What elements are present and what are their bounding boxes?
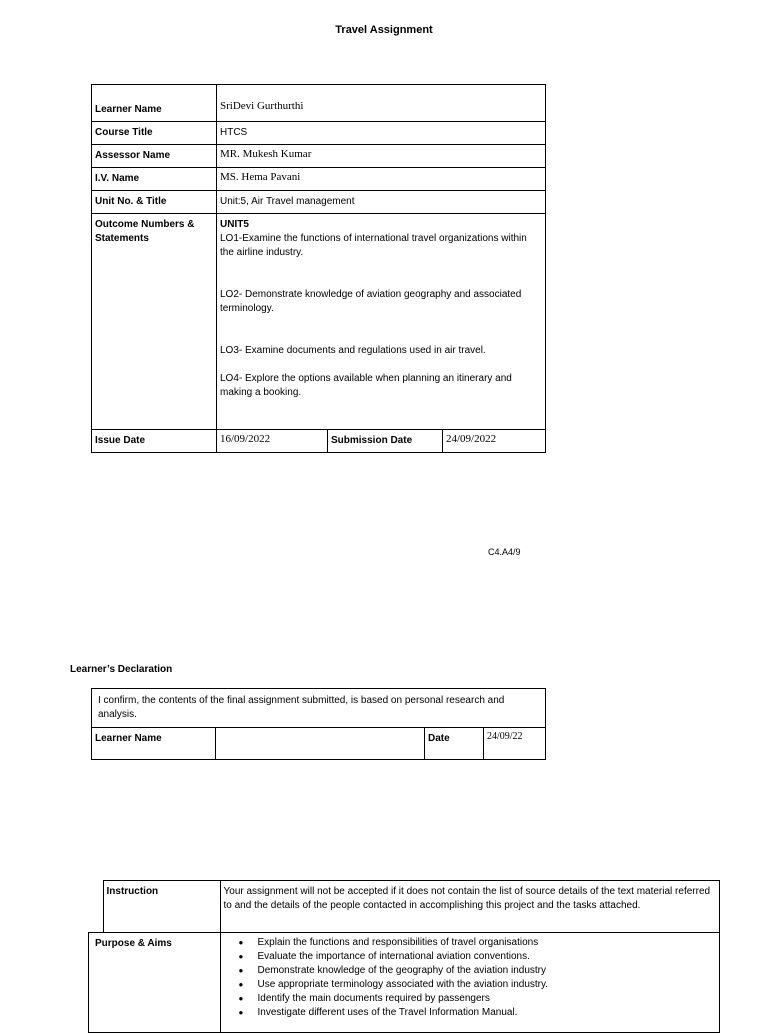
aim-item: ● Demonstrate knowledge of the geography of the aviation industry	[258, 964, 717, 978]
aim-item: ● Evaluate the importance of international aviation conventions.	[258, 950, 717, 964]
declaration-heading: Learner’s Declaration	[70, 664, 173, 675]
submission-date-label: Submission Date	[328, 430, 443, 453]
course-title-label: Course Title	[92, 122, 217, 145]
assignment-info-table	[91, 84, 546, 453]
purpose-aims	[220, 933, 720, 1033]
outcome-lo3: LO3- Examine documents and regulations used in air travel.	[220, 345, 486, 356]
iv-name-label: I.V. Name	[92, 168, 217, 191]
issue-date-value: 16/09/2022	[217, 430, 328, 453]
declaration-date-label: Date	[425, 728, 484, 760]
declaration-learner-value	[216, 728, 425, 760]
outcome-lo1: LO1-Examine the functions of international travel organizations within the airline industry.	[220, 233, 527, 258]
outcome-statements	[217, 214, 546, 430]
submission-date-value: 24/09/2022	[443, 430, 546, 453]
outcome-unit: UNIT5	[220, 219, 249, 230]
iv-name-value: MS. Hema Pavani	[217, 168, 546, 191]
declaration-table	[91, 688, 546, 760]
purpose-label: Purpose & Aims	[89, 933, 221, 1033]
unit-value: Unit:5, Air Travel management	[217, 191, 546, 214]
assessor-name-label: Assessor Name	[92, 145, 217, 168]
learner-name-value: SriDevi Gurthurthi	[217, 85, 546, 122]
instruction-text: Your assignment will not be accepted if it does not contain the list of source details of the text material referred to and the details of the people contacted in accomplishing this project and the tasks attached.	[220, 881, 720, 933]
course-title-value: HTCS	[217, 122, 546, 145]
outcome-lo2: LO2- Demonstrate knowledge of aviation geography and associated terminology.	[220, 289, 522, 314]
aim-item: ● Use appropriate terminology associated with the aviation industry.	[258, 978, 717, 992]
document-title: Travel Assignment	[335, 24, 433, 36]
outcome-label: Outcome Numbers & Statements	[92, 214, 217, 430]
declaration-statement: I confirm, the contents of the final assignment submitted, is based on personal research and analysis.	[92, 689, 546, 728]
aims-list	[224, 936, 717, 1020]
unit-label: Unit No. & Title	[92, 191, 217, 214]
outcome-lo4: LO4- Explore the options available when planning an itinerary and making a booking.	[220, 373, 512, 398]
aim-item: ● Investigate different uses of the Travel Information Manual.	[258, 1006, 717, 1020]
aim-item: ● Identify the main documents required by passengers	[258, 992, 717, 1006]
learner-name-label: Learner Name	[92, 85, 217, 122]
instruction-label: Instruction	[103, 881, 220, 933]
issue-date-label: Issue Date	[92, 430, 217, 453]
declaration-learner-label: Learner Name	[92, 728, 216, 760]
assessor-name-value: MR. Mukesh Kumar	[217, 145, 546, 168]
declaration-date-value: 24/09/22	[484, 728, 546, 760]
aim-item: ● Explain the functions and responsibilities of travel organisations	[258, 936, 717, 950]
instruction-table	[88, 880, 720, 1033]
document-code: C4.A4/9	[488, 547, 521, 557]
